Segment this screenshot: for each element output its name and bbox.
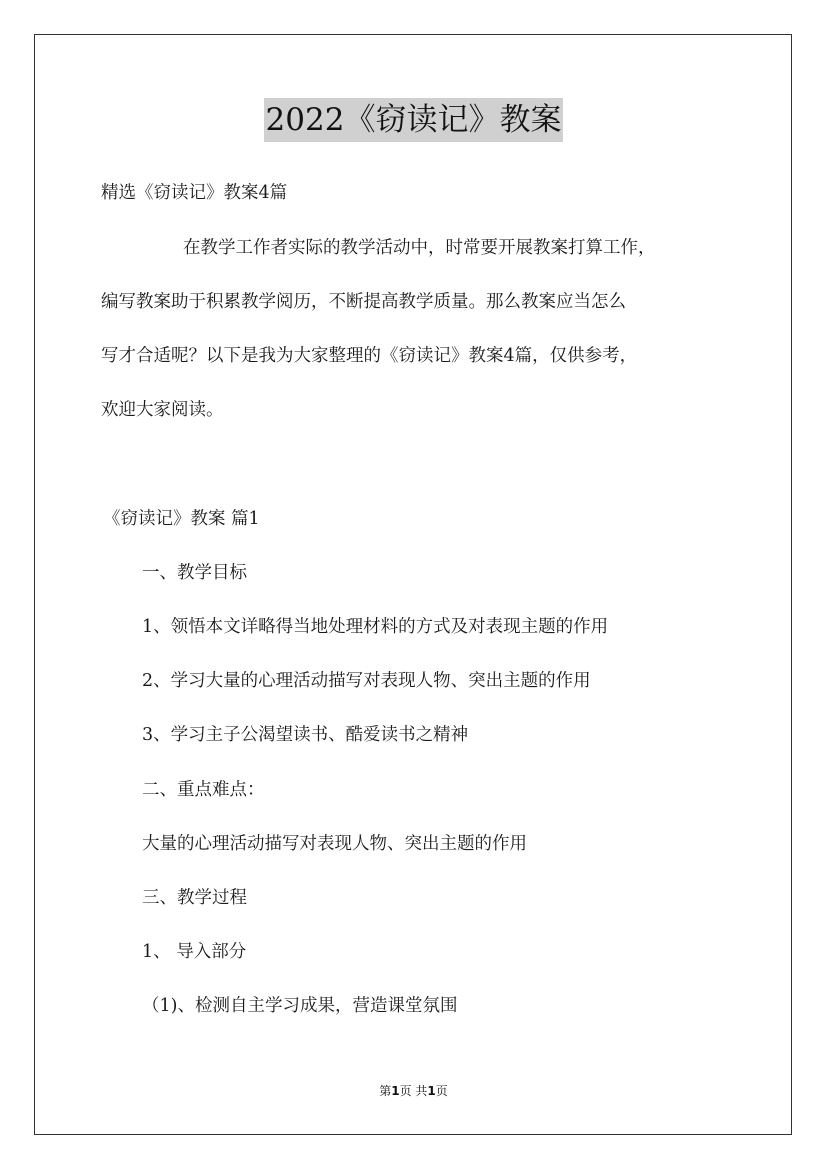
item-goal-3: 3、学习主子公渴望读书、酷爱读书之精神 bbox=[142, 725, 469, 745]
intro-line-4: 欢迎大家阅读。 bbox=[101, 400, 224, 420]
intro-line-2: 编写教案助于积累教学阅历，不断提高教学质量。那么教案应当怎么 bbox=[101, 292, 626, 312]
item-teaching-goals: 一、教学目标 bbox=[142, 563, 247, 583]
item-teaching-process: 三、教学过程 bbox=[142, 888, 247, 908]
footer-total-pages: 1 bbox=[427, 1084, 436, 1098]
footer-prefix: 第 bbox=[379, 1084, 392, 1098]
page-footer bbox=[0, 1083, 827, 1099]
intro-line-1: 在教学工作者实际的教学活动中，时常要开展教案打算工作， bbox=[183, 238, 656, 258]
document-subtitle: 精选《窃读记》教案4篇 bbox=[101, 183, 288, 203]
document-title: 2022《窃读记》教案 bbox=[264, 98, 564, 142]
item-check-results: （1)、检测自主学习成果，营造课堂氛围 bbox=[142, 996, 458, 1016]
item-goal-1: 1、领悟本文详略得当地处理材料的方式及对表现主题的作用 bbox=[142, 617, 609, 637]
item-key-points: 二、重点难点： bbox=[142, 780, 265, 800]
footer-suffix: 页 bbox=[435, 1084, 448, 1098]
item-goal-2: 2、学习大量的心理活动描写对表现人物、突出主题的作用 bbox=[142, 671, 591, 691]
footer-mid: 页 共 bbox=[399, 1084, 428, 1098]
item-key-point-text: 大量的心理活动描写对表现人物、突出主题的作用 bbox=[142, 834, 527, 854]
footer-page-number: 1 bbox=[391, 1084, 400, 1098]
section-heading: 《窃读记》教案 篇1 bbox=[103, 509, 260, 529]
intro-line-3: 写才合适呢？以下是我为大家整理的《窃读记》教案4篇，仅供参考， bbox=[101, 346, 638, 366]
title-container bbox=[0, 98, 827, 142]
item-intro-part: 1、 导入部分 bbox=[142, 942, 247, 962]
